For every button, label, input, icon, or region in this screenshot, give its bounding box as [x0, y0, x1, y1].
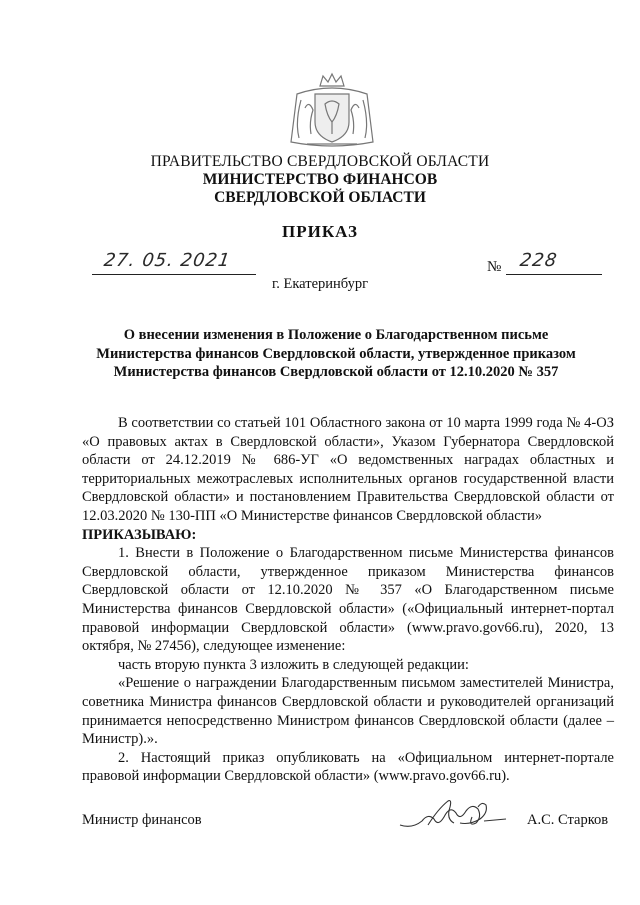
- signer-name: А.С. Старков: [527, 812, 609, 828]
- signer-position: Министр финансов: [82, 812, 202, 828]
- document-type: ПРИКАЗ: [282, 222, 358, 241]
- paragraph-item-2: 2. Настоящий приказ опубликовать на «Официальном интернет-портале правовой информации Свердловской области» (www.pravo.gov66.ru).: [82, 749, 614, 785]
- paragraph-preamble: В соответствии со статьей 101 Областного закона от 10 марта 1999 года № 4-ОЗ «О правовых актах в Свердловской области», Указом Губернатора Свердловской области от 24.12.2019 № 686-УГ «О ведомственных наградах областных и территориальных межотраслевых исполнительных органов государственной власти Свердловской области» и постановлением Правительства Свердловской области от 12.03.2020 № 130-ПП «О Министерстве финансов Свердловской области»: [82, 415, 614, 524]
- document-body: [82, 414, 614, 786]
- coat-of-arms-icon: [287, 72, 377, 154]
- ministry-title-line1: МИНИСТЕРСТВО ФИНАНСОВ: [202, 171, 438, 188]
- paragraph-part-two: часть вторую пункта 3 изложить в следующей редакции:: [118, 656, 469, 673]
- paragraph-quote: «Решение о награждении Благодарственным письмом заместителей Министра, советника Министра финансов Свердловской области и руководителей организаций принимается непосредственно Министром финансов Свердловской области (далее – Министр).».: [82, 675, 614, 748]
- ministry-title-line2: СВЕРДЛОВСКОЙ ОБЛАСТИ: [214, 189, 426, 206]
- city: г. Екатеринбург: [271, 276, 369, 292]
- handwritten-signature-icon: [398, 795, 508, 835]
- number-label: №: [487, 259, 502, 275]
- government-title: ПРАВИТЕЛЬСТВО СВЕРДЛОВСКОЙ ОБЛАСТИ: [150, 153, 490, 170]
- handwritten-number: 228: [518, 250, 559, 271]
- order-heading: ПРИКАЗЫВАЮ:: [82, 526, 197, 543]
- handwritten-date: 27. 05. 2021: [102, 250, 232, 271]
- document-title: О внесении изменения в Положение о Благодарственном письме Министерства финансов Свердловской области, утвержденное приказом Министерства финансов Свердловской области от 12.10.2020 № 357: [96, 327, 576, 380]
- paragraph-item-1: 1. Внести в Положение о Благодарственном письме Министерства финансов Свердловской области, утвержденное приказом Министерства финансов Свердловской области от 12.10.2020 № 357 «О Благодарственном письме Министерства финансов Свердловской области» («Официальный интернет-портал правовой информации Свердловской области» (www.pravo.gov66.ru), 2020, 13 октября, № 27456), следующее изменение:: [82, 545, 614, 655]
